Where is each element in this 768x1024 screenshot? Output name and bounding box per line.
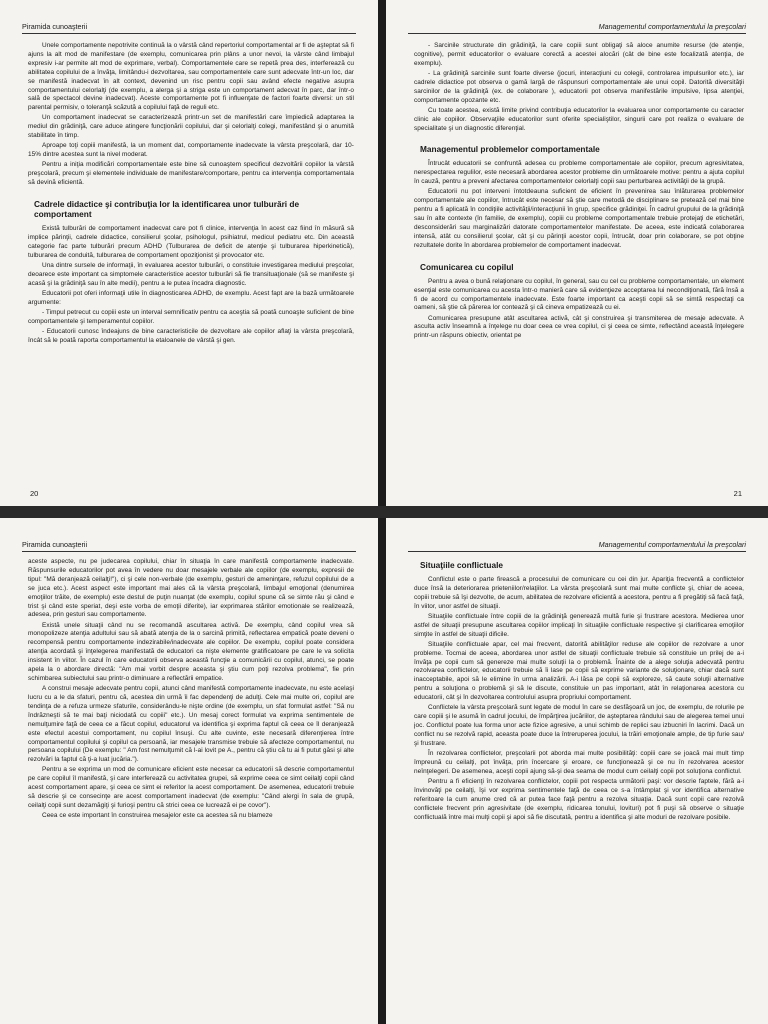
scan-gap xyxy=(0,506,768,518)
list-item: - Timpul petrecut cu copiii este un interval semnificativ pentru ca aceştia să poată cunoaşte suficient de bine comportamentele şi temperamentul copiilor. xyxy=(28,308,354,325)
paragraph: Conflictele la vârsta preşcolară sunt legate de modul în care se desfăşoară un joc, de exemplu, de rolurile pe care copiii şi le asumă în cadrul jocului, de împărţirea jucăriilor, de aşteptarea rândului sau de alegerea temei unui joc. Conflictul poate lua forma unor acte fizice agresive, a unui schimb de replici sau izbucniri în lacrimi. Dacă un conflict nu se rezolvă rapid, aceasta poate duce la întreruperea jocului, la trăiri emoţionale ample, de tip furie sau/şi frustrare. xyxy=(414,704,744,747)
paragraph: Unele comportamente nepotrivite continuă la o vârstă când repertoriul comportamental ar fi de aşteptat să fi ajuns la alt mod de manifestare (de exemplu, comunicarea prin plâns a unor nevoi, la vârste când limbajul expresiv i-ar permite alt mod de exprimare, verbal). Comportamentele care se repetă prea des, interferează cu abilitatea copilului de a învăţa, limitându-i dezvoltarea, sau comportamentele care sunt adecvate într-un loc, dar se manifestă inadecvat în alt context, devenind un risc pentru copii sau având efecte negative asupra comportamentului celorlalţi (de exemplu, a alerga şi a striga este un comportament adecvat în parc, dar într-o sală de spectacol devine inadecvat). Aceste comportamente pot fi influenţate de factori foarte diversi: un stil parental permisiv, o toleranţă scăzută a copilului faţă de reguli etc. xyxy=(28,42,354,112)
paragraph: Una dintre sursele de informaţii, în evaluarea acestor tulburări, o constituie investigarea mediului preşcolar, deoarece este important ca simptomele caracteristice acestor tulburări să fie transituaţionale (să se manifeste şi acasă şi la grădiniţă sau în alte medii), pentru a le putea încadra diagnostic. xyxy=(28,261,354,287)
page-body xyxy=(28,558,354,1016)
list-item: - Sarcinile structurate din grădiniţă, la care copiii sunt obligaţi să aloce anumite resurse (de atenţie, cognitive), permit educatorilor o evaluare corectă a acestei alocări (cât de bine este focalizată atenţia, de exemplu). xyxy=(414,42,744,67)
page-20 xyxy=(0,0,378,506)
paragraph: Există tulburări de comportament inadecvat care pot fi clinice, intervenţia în acest caz fiind în măsură să implice părinţii, cadrele didactice, consilierul şcolar, psihologul, psihiatrul, medicul pediatru etc. Din această categorie fac parte tulburări precum ADHD (Tulburarea de deficit de atenţie şi tulburarea hiperkinetică), tulburarea de conduită, tulburarea de comportament opoziţionist şi provocator etc. xyxy=(28,225,354,259)
page-body xyxy=(414,558,744,1016)
running-header: Piramida cunoaşterii xyxy=(22,22,356,34)
page-21 xyxy=(386,0,768,506)
running-header: Managementul comportamentului la preşcolari xyxy=(408,22,746,34)
running-header: Managementul comportamentului la preşcolari xyxy=(408,540,746,552)
section-heading: Cadrele didactice şi contribuţia lor la identificarea unor tulburări de comportament xyxy=(34,199,300,220)
paragraph: În rezolvarea conflictelor, preşcolarii pot aborda mai multe posibilităţi: copiii care se joacă mai mult timp împreună cu ceilalţi, pot învăţa, prin încercare şi eroare, ce funcţionează şi ce nu în rezolvarea acestor neînţelegeri. De asemenea, aceşti copii ajung să-şi dea seama de modul cum ceilalţi copii pot soluţiona conflictul. xyxy=(414,749,744,775)
section-heading: Managementul problemelor comportamentale xyxy=(420,144,600,155)
page-body xyxy=(28,42,354,480)
paragraph: Pentru a fi eficienţi în rezolvarea conflictelor, copiii pot respecta următorii paşi: vor descrie faptele, fără a-i învinovăţi pe ceilalţi, îşi vor exprima sentimentele faţă de ceea ce s-a întâmplat şi vor identifica alternative referitoare la cum anume cred că ar putea face faţă pentru a rezolva situaţia. Dacă sunt copii care rezolvă conflictele frecvent prin agresivitate (de exemplu, ridicarea tonului, lovituri) pot fi puşi să observe o situaţie conflictuală între mai mulţi copii şi apoi să fie discutată, pentru a identifica şi alte moduri de rezolvare posibile. xyxy=(414,777,744,821)
paragraph: Pentru a iniţia modificări comportamentale este bine să cunoaştem specificul dezvoltării copiilor la vârstă preşcolară, precum şi elementele individuale de manifestare/comportare, pentru ca intervenţia comportamentala să devină eficientă. xyxy=(28,161,354,187)
section-heading: Comunicarea cu copilul xyxy=(420,261,514,272)
page-23 xyxy=(386,518,768,1024)
paragraph: Pentru a se exprima un mod de comunicare eficient este necesar ca educatorii să descrie comportamentul pe care copilul îl manifestă, şi care interferează cu activitatea grupei, să exprime ceea ce simt ceilalţi copii când acest comportament apare, şi ceea ce simt ei referitor la acest comportament. De asemenea, educatorii trebuie să descrie şi ce consecinţe are acest comportament inadecvat (de exemplu: "Când alergi în sala de grupă, ceilalţi copii sunt dezamăgiţi şi furioşi pentru că strici ceea ce lucrează ei pe covor"). xyxy=(28,766,354,810)
paragraph: A construi mesaje adecvate pentru copii, atunci când manifestă comportamente inadecvate, nu este acelaşi lucru cu a le da sfaturi, pentru că, acestea din urmă îi fac dependenţi de adulţi. Cele mai multe ori, copilul are tendinţa de a refuza urmeze sfaturile, considerându-le nişte ordine (de exemplu, un sfat formulat astfel: "Să nu îndrăzneşti să te mai baţi niciodată cu copiii" etc.). Un mesaj corect formulat va exprima sentimentele de nemulţumire faţă de ceea ce a făcut copilul, educatorul va identifica şi exprima faptul că ceea ce îl deranjează este efectul acestui comportament, nu copilul însuşi. Cu alte cuvinte, este necesară diferenţierea între comportamentul copilului şi copilul ca persoană, iar mesajele transmise trebuie să afecteze comportamentul, nu persoana copilului (De exemplu: " Am fost nemulţumit că l-ai lovit pe A., pentru că ştiu că tu ai fi putut găsi şi alte rezolvări la faptul că ţi-a luat jucăria."). xyxy=(28,685,354,764)
paragraph: Întrucât educatorii se confruntă adesea cu probleme comportamentale ale copiilor, precum agresivitatea, nerespectarea regulilor, este necesară abordarea acestor probleme din următoarele motive: pentru a ajuta copilul în cauză, pentru a preveni afectarea comportamentelor celorlalţi copii sau perturbarea activităţii de la grupă. xyxy=(414,160,744,186)
running-header: Piramida cunoaşterii xyxy=(22,540,356,552)
page-body xyxy=(414,42,744,480)
paragraph: Ceea ce este important în construirea mesajelor este ca acestea să nu blameze xyxy=(42,812,273,820)
paragraph: Aproape toţi copiii manifestă, la un moment dat, comportamente inadecvate la vârsta preşcolară, dar 10-15% dintre acestea sunt la nivel moderat. xyxy=(28,142,354,159)
page-number: 21 xyxy=(733,489,742,498)
paragraph: Există unele situaţii când nu se recomandă ascultarea activă. De exemplu, când copilul vrea să monopolizeze atenţia adultului sau să abată atenţia de la o sarcină primită, reflectarea empatică poate deveni o recompensă pentru comportamente indezirabile/inadecvate ale copiilor. De exemplu, copilul poate considera atenţia acordată şi înţelegerea manifestată de educatori ca nişte elemente gratificatoare pe care le va solicita insistent în viitor. În cazul în care educatorii observa această funcţie a comunicării cu copilul, atunci, se poate apela la o abordare directă: "Am mai vorbit despre aceasta şi ştiu cum poţi rezolva problema", fie prin schimbarea subiectului sau printr-o diminuare a reflectării empatice. xyxy=(28,621,354,682)
paragraph: Conflictul este o parte firească a procesului de comunicare cu cei din jur. Apariţia frecventă a conflictelor duce însă la deteriorarea prieteniilor/relaţiilor. La vârsta preşcolară sunt mai multe conflicte şi, chiar de aceea, copiii trebuie să îşi dezvolte, de acum, abilitatea de rezolvare eficientă a acestora, pentru a fi pregătiţi să facă faţă, în viitor, unor astfel de situaţii. xyxy=(414,576,744,610)
paragraph: Educatorii nu pot interveni întotdeauna suficient de eficient în prevenirea sau înlăturarea problemelor comportamentale ale copiilor, întrucât este necesar să ştie care metodă de disciplinare se pretează cel mai bine pentru a fi aplicată în condiţiile activităţii/interacţiunii în grup, specifice grădiniţei. În cadrul grupului de la grădiniţă sau în alte contexte (în familie, de exemplu), copiii cu probleme comportamentale trebuie protejaţi de etichetări, desconsiderări sau marginalizări datorate comportamentelor manifestate. De aceea, este indicată colaborarea intensă, atât cu consilierul şcolar, cât şi cu părinţii acestor copii, întrucât, doar prin colaborare, se pot obţine rezultatele dorite în abordarea problemelor de comportament inadecvat. xyxy=(414,188,744,249)
page-number: 20 xyxy=(30,489,39,498)
paragraph: Un comportament inadecvat se caracterizează printr-un set de manifestări care împiedică adaptarea la mediul din grădiniţă, care aduce atingere funcţionării copilului, dar şi celorlalţi colegi, manifestând şi o anumită stabilitate în timp. xyxy=(28,114,354,140)
page-22 xyxy=(0,518,378,1024)
paragraph: Situaţiile conflictuale apar, cel mai frecvent, datorită abilităţilor reduse ale copiilor de rezolvare a unor probleme. Tocmai de aceea, abordarea unor astfel de situaţii conflictuale trebuie să constituie un prilej de a-i învăţa pe copii cum să genereze mai multe soluţii la o problemă. Înainte de a alege soluţia adecvată pentru rezolvarea conflictelor, educatorii trebuie să îi lase pe copii să exprime variante de soluţionare, chiar dacă sunt inacceptabile, apoi să le elimine în urma analizării. A-i lăsa pe copii să exploreze, să caute soluţii alternative pentru a soluţiona o problemă şi să le discute, constituie un pas important, atât în relaţionarea acestora cu educatorii, cât şi în dezvoltarea controlului asupra propriului comportament. xyxy=(414,640,744,702)
list-item: - Educatorii cunosc îndeajuns de bine caracteristicile de dezvoltare ale copiilor aflaţi la vârsta preşcolară, încât să le poată raporta comportamentul la etaloanele de vârstă şi gen. xyxy=(28,327,354,344)
paragraph: Situaţiile conflictuale între copiii de la grădiniţă generează multă furie şi frustrare acestora. Medierea unor astfel de situaţii presupune ascultarea copiilor implicaţi în situaţiile conflictuale respective şi clarificarea emoţiilor simţite în astfel de situaţii dificile. xyxy=(414,612,744,638)
paragraph: Educatorii pot oferi informaţii utile în diagnosticarea ADHD, de exemplu. Acest fapt are la bază următoarele argumente: xyxy=(28,289,354,306)
section-heading: Situaţiile conflictuale xyxy=(420,560,503,570)
paragraph: Cu toate acestea, există limite privind contribuţia educatorilor la evaluarea unor comportamente cu caracter clinic ale copiilor. Observaţiile educatorilor sunt oferite specialiştilor, singurii care pot realiza o evaluare de specialitate şi un diagnostic diferenţial. xyxy=(414,106,744,132)
paragraph: Comunicarea presupune atât ascultarea activă, cât şi construirea şi transmiterea de mesaje adecvate. A asculta activ înseamnă a înţelege nu doar ceea ce vrea copilul, ci şi ceea ce simte, reflectând această înţelegere printr-un răspuns obiectiv, orientat pe xyxy=(414,314,744,340)
paragraph: Pentru a avea o bună relaţionare cu copilul, în general, sau cu cel cu probleme comportamentale, un element esenţial este comunicarea cu acesta într-o manieră care să evidenţieze acceptarea lui necondiţionată, fără însă a fi de acord cu comportamentele inadecvate. Este foarte important ca aceşti copii să se simtă respectaţi ca oameni, să ştie că părerea lor contează şi că cineva empatizează cu ei. xyxy=(414,277,744,312)
list-item: - La grădiniţă sarcinile sunt foarte diverse (jocuri, interacţiuni cu colegii, controlarea impulsurilor etc.), iar cadrele didactice pot observa o gamă largă de răspunsuri comportamentale ale unui copil. Datorită diversităţii sarcinilor de la grădiniţă (ex. de colaborare ), educatorii pot observa manifestările impulsive, lipsa atenţiei, comportamente opozante etc. xyxy=(414,69,744,104)
paragraph: aceste aspecte, nu pe judecarea copilului, chiar în situaţia în care manifestă comportamente inadecvate. Răspunsurile educatorilor pot avea în vedere nu doar mesajele verbale ale copiilor (de exemplu, expresii de tipul: "Mă deranjează ceilalţi!"), ci şi cele non-verbale (de exemplu, gesturi de ameninţare, refuzul copilului de a se juca etc.). Acest aspect este important mai ales că la vârsta preşcolară, limbajul emoţional (denumirea emoţiilor trăite, de exemplu) este destul de puţin nuanţat (de exemplu, copilul spune că se simte rău şi când e trist şi când este speriat, deşi este vorba de emoţii diferite), iar exprimarea stărilor emotionale se realizează, adesea, prin gesturi sau comportamente. xyxy=(28,558,354,619)
